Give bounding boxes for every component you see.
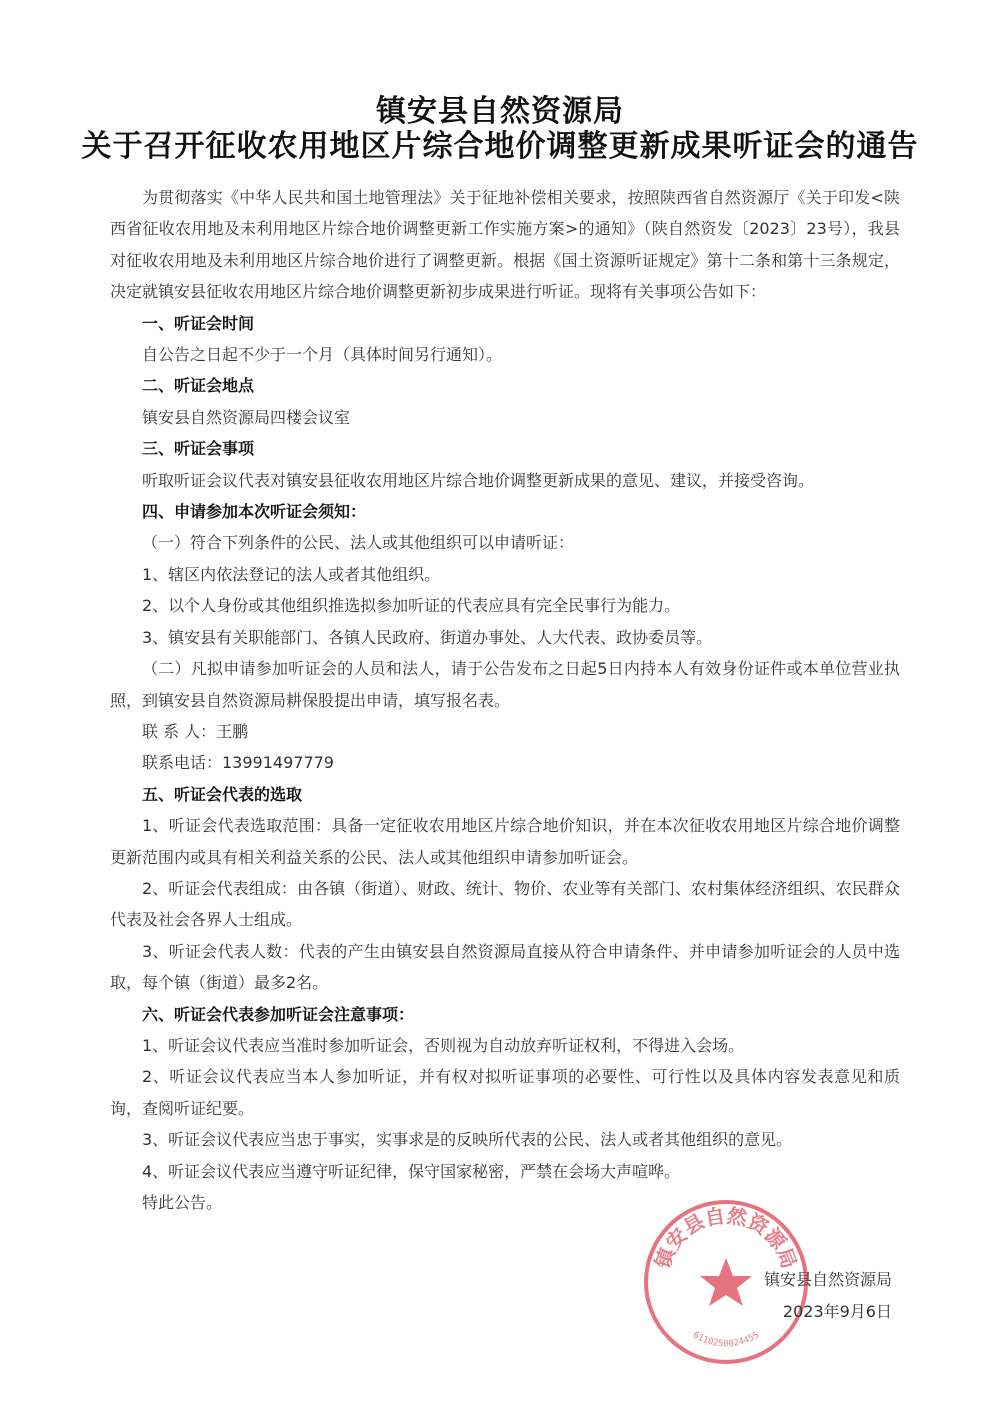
section-5-heading: 五、听证会代表的选取 bbox=[142, 784, 303, 804]
closing-text: 特此公告。 bbox=[142, 1193, 223, 1212]
section-6-p1: 1、听证会议代表应当准时参加听证会，否则视为自动放弃听证权利，不得进入会场。 bbox=[142, 1035, 745, 1055]
section-4-p3: 2、以个人身份或其他组织推选拟参加听证的代表应具有完全民事行为能力。 bbox=[142, 596, 681, 616]
section-6-heading: 六、听证会代表参加听证会注意事项： bbox=[142, 1004, 415, 1024]
section-6-p3: 3、听证会议代表应当忠于事实，实事求是的反映所代表的公民、法人或者其他组织的意见。 bbox=[142, 1130, 793, 1150]
notice-body bbox=[110, 182, 900, 1218]
section-1-text: 自公告之日起不少于一个月（具体时间另行通知）。 bbox=[142, 345, 503, 365]
section-5-p1: 1、听证会代表选取范围：具备一定征收农用地区片综合地价知识，并在本次征收农用地区片综合地价调整更新范围内或具有相关利益关系的公民、法人或其他组织申请参加听证会。 bbox=[110, 816, 900, 867]
section-4-heading: 四、申请参加本次听证会须知： bbox=[142, 502, 367, 522]
section-4-p4: 3、镇安县有关职能部门、各镇人民政府、街道办事处、人大代表、政协委员等。 bbox=[142, 627, 713, 647]
contact-person: 联 系 人：王鹏 bbox=[142, 721, 249, 741]
signature-date: 2023年9月6日 bbox=[782, 1302, 892, 1321]
svg-text:镇安县自然资源局: 镇安县自然资源局 bbox=[650, 1203, 802, 1272]
section-4-p5: （二）凡拟申请参加听证会的人员和法人，请于公告发布之日起5日内持本人有效身份证件或本单位营业执照，到镇安县自然资源局耕保股提出申请，填写报名表。 bbox=[110, 659, 900, 710]
intro-paragraph: 为贯彻落实《中华人民共和国土地管理法》关于征地补偿相关要求，按照陕西省自然资源厅《关于印发<陕西省征收农用地及未利用地区片综合地价调整更新工作实施方案>的通知》（陕自然资发〔2023〕23号），我县对征收农用地及未利用地区片综合地价进行了调整更新。根据《国土资源听证规定》第十二条和第十三条规定，决定就镇安县征收农用地区片综合地价调整更新初步成果进行听证。现将有关事项公告如下： bbox=[110, 188, 900, 302]
section-5-p2: 2、听证会代表组成：由各镇（街道）、财政、统计、物价、农业等有关部门、农村集体经济组织、农民群众代表及社会各界人士组成。 bbox=[110, 878, 900, 930]
signature-org: 镇安县自然资源局 bbox=[763, 1270, 892, 1289]
title-line-1: 镇安县自然资源局 bbox=[376, 94, 624, 129]
section-4-p2: 1、辖区内依法登记的法人或者其他组织。 bbox=[142, 564, 441, 584]
section-2-heading: 二、听证会地点 bbox=[142, 376, 255, 396]
section-3-text: 听取听证会议代表对镇安县征收农用地区片综合地价调整更新成果的意见、建议，并接受咨询。 bbox=[142, 470, 815, 490]
section-1-heading: 一、听证会时间 bbox=[142, 313, 255, 333]
svg-text:6110250024455: 6110250024455 bbox=[690, 1330, 762, 1350]
signature-block bbox=[652, 1264, 892, 1328]
section-2-text: 镇安县自然资源局四楼会议室 bbox=[142, 407, 351, 427]
section-5-p3: 3、听证会代表人数：代表的产生由镇安县自然资源局直接从符合申请条件、并申请参加听证会的人员中选取，每个镇（街道）最多2名。 bbox=[110, 941, 900, 993]
title-line-2: 关于召开征收农用地区片综合地价调整更新成果听证会的通告 bbox=[81, 129, 919, 164]
section-6-p4: 4、听证会议代表应当遵守听证纪律，保守国家秘密，严禁在会场大声喧哗。 bbox=[142, 1161, 681, 1181]
section-4-p1: （一）符合下列条件的公民、法人或其他组织可以申请听证： bbox=[142, 533, 575, 553]
section-3-heading: 三、听证会事项 bbox=[142, 439, 255, 459]
contact-phone: 联系电话：13991497779 bbox=[142, 753, 334, 773]
section-6-p2: 2、听证会议代表应当本人参加听证，并有权对拟听证事项的必要性、可行性以及具体内容发表意见和质询，查阅听证纪要。 bbox=[110, 1067, 900, 1118]
